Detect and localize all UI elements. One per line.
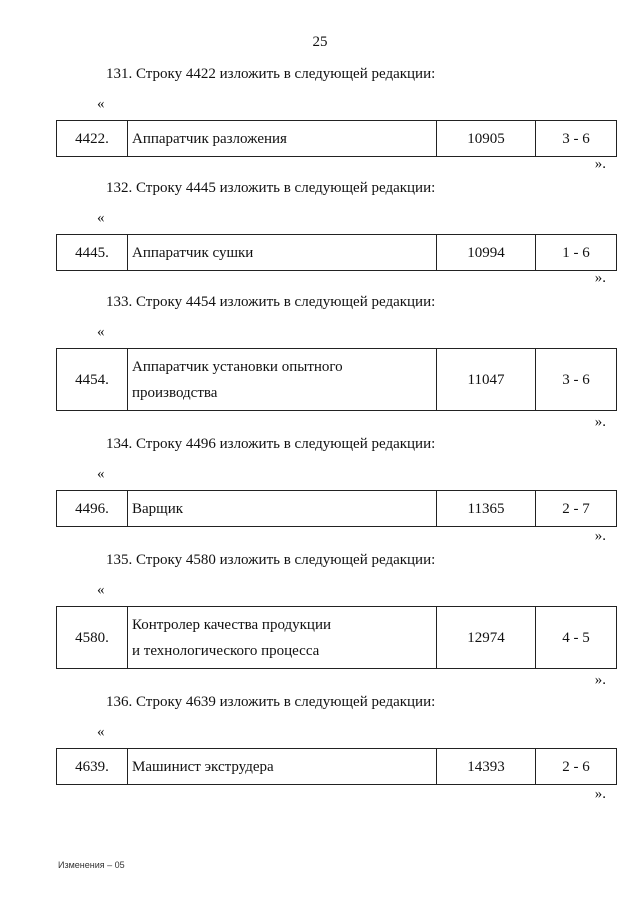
amendment-heading: 132. Строку 4445 изложить в следующей редакции: [106, 180, 436, 196]
table-row [57, 121, 617, 157]
amendment-heading: 134. Строку 4496 изложить в следующей редакции: [106, 436, 436, 452]
amendment-heading: 136. Строку 4639 изложить в следующей редакции: [106, 694, 436, 710]
open-quote: « [97, 324, 105, 340]
entry-profession-name: Варщик [128, 491, 437, 527]
entry-name-line-2: и технологического процесса [132, 642, 320, 659]
entry-number: 10905 [437, 121, 536, 157]
entry-grade-range: 4 - 5 [536, 607, 617, 669]
entry-code: 4639. [57, 749, 128, 785]
entry-profession-name [128, 349, 437, 411]
amendment-heading: 135. Строку 4580 изложить в следующей редакции: [106, 552, 436, 568]
entry-table [56, 606, 617, 669]
entry-table [56, 748, 617, 785]
entry-name-line-2: производства [132, 384, 218, 401]
entry-name-line-1: Аппаратчик установки опытного [132, 358, 343, 375]
entry-grade-range: 1 - 6 [536, 235, 617, 271]
entry-grade-range: 3 - 6 [536, 349, 617, 411]
table-row [57, 235, 617, 271]
open-quote: « [97, 582, 105, 598]
open-quote: « [97, 466, 105, 482]
table-row [57, 349, 617, 411]
entry-name-line-1: Контролер качества продукции [132, 616, 332, 633]
entry-table [56, 490, 617, 527]
entry-table [56, 234, 617, 271]
entry-code: 4422. [57, 121, 128, 157]
entry-profession-name: Машинист экструдера [128, 749, 437, 785]
close-quote: ». [594, 156, 606, 172]
entry-number: 12974 [437, 607, 536, 669]
close-quote: ». [594, 528, 606, 544]
entry-table [56, 348, 617, 411]
entry-grade-range: 2 - 7 [536, 491, 617, 527]
entry-code: 4445. [57, 235, 128, 271]
entry-number: 14393 [437, 749, 536, 785]
open-quote: « [97, 724, 105, 740]
entry-profession-name: Аппаратчик сушки [128, 235, 437, 271]
entry-code: 4580. [57, 607, 128, 669]
open-quote: « [97, 96, 105, 112]
close-quote: ». [594, 270, 606, 286]
entry-grade-range: 3 - 6 [536, 121, 617, 157]
page-number: 25 [312, 34, 328, 50]
entry-code: 4496. [57, 491, 128, 527]
entry-grade-range: 2 - 6 [536, 749, 617, 785]
entry-number: 11047 [437, 349, 536, 411]
amendment-heading: 133. Строку 4454 изложить в следующей редакции: [106, 294, 436, 310]
close-quote: ». [594, 672, 606, 688]
open-quote: « [97, 210, 105, 226]
table-row [57, 491, 617, 527]
entry-profession-name: Аппаратчик разложения [128, 121, 437, 157]
entry-code: 4454. [57, 349, 128, 411]
footer-revision-note: Изменения – 05 [58, 860, 125, 870]
amendment-heading: 131. Строку 4422 изложить в следующей редакции: [106, 66, 436, 82]
entry-profession-name [128, 607, 437, 669]
table-row [57, 607, 617, 669]
close-quote: ». [594, 414, 606, 430]
entry-number: 11365 [437, 491, 536, 527]
entry-table [56, 120, 617, 157]
entry-number: 10994 [437, 235, 536, 271]
close-quote: ». [594, 786, 606, 802]
table-row [57, 749, 617, 785]
